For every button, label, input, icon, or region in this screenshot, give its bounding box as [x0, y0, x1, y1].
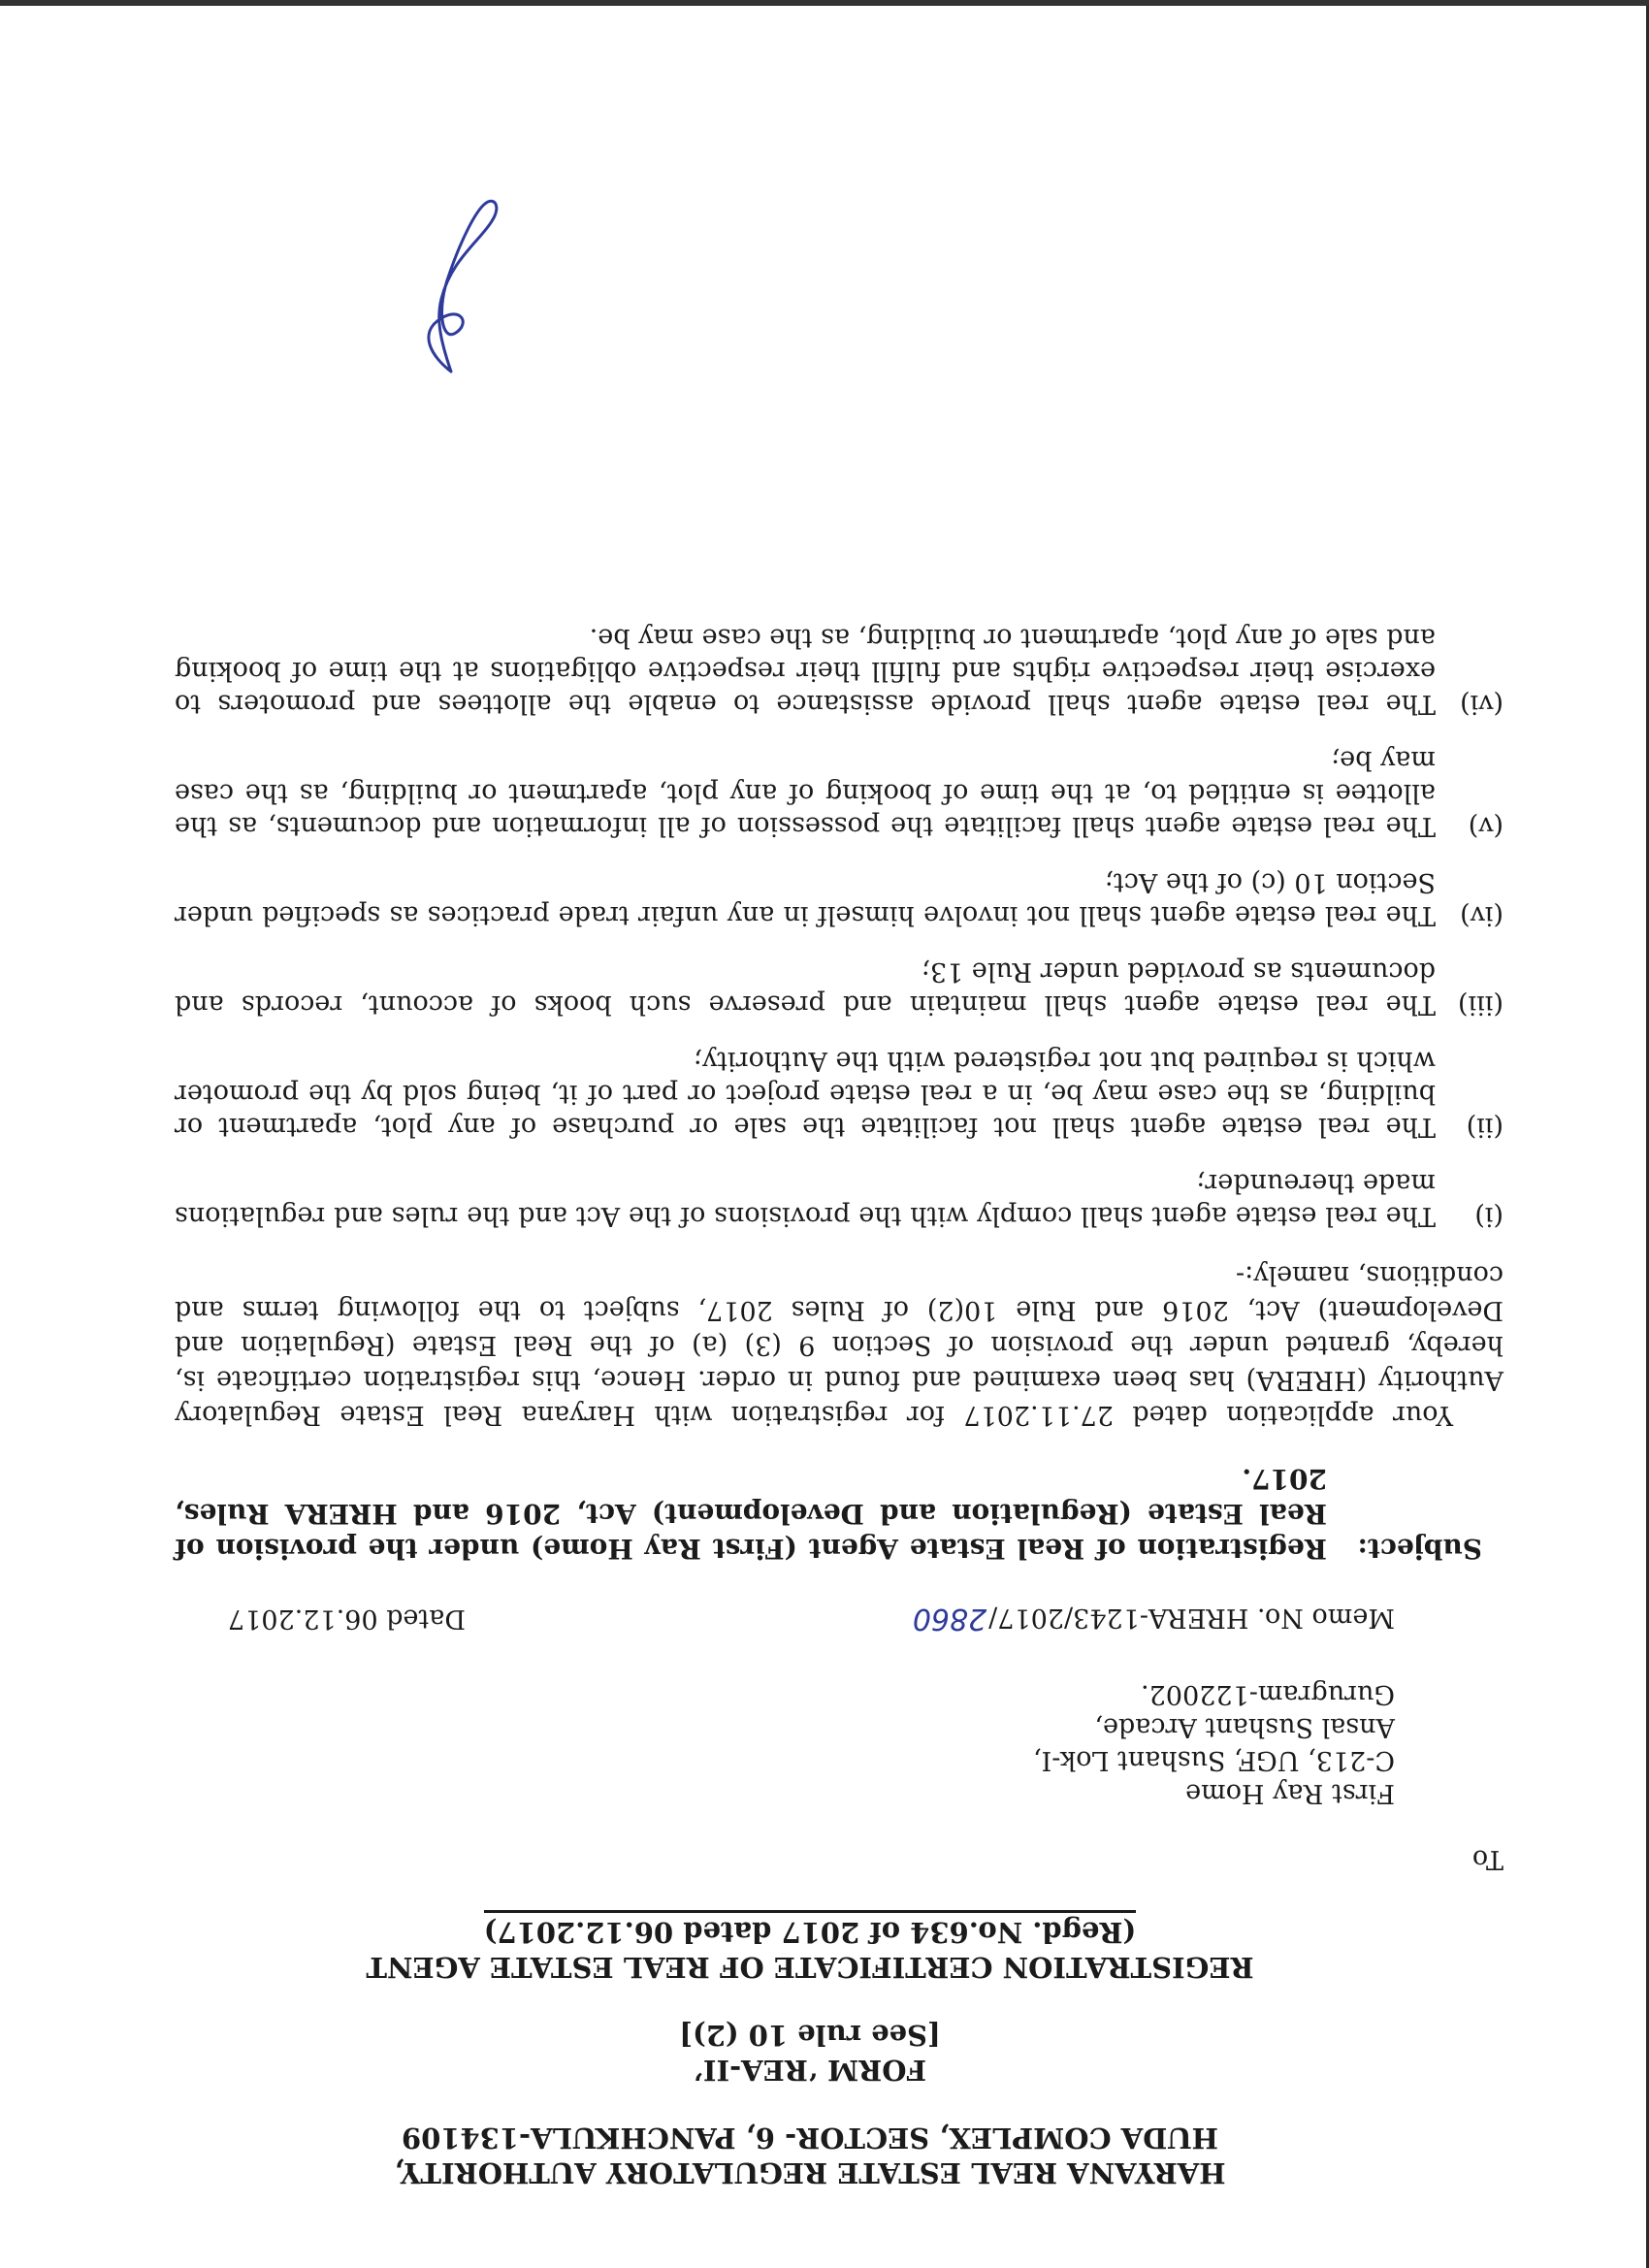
certificate-title	[175, 1910, 1445, 1985]
signature-icon	[403, 192, 509, 376]
authority-header	[175, 2121, 1445, 2190]
subject-label: Subject:	[1357, 1533, 1482, 1565]
conditions-list	[175, 621, 1504, 1232]
recipient-address	[175, 1677, 1395, 1809]
condition-item: (vi) The real estate agent shall provide assistance to enable the allottees and promoters to exercise their respective rights and fulfill their respective obligations at the time of booking and sale of any plot, apartment or building, as the case may be.	[175, 623, 1504, 719]
recipient-block	[175, 1677, 1504, 1875]
handwritten-memo-number: 2860	[912, 1602, 987, 1636]
condition-item: (ii) The real estate agent shall not facilitate the sale or purchase of any plot, apartment or building, as the case may be, in a real estate project or part of it, being sold by the promoter which is required but not registered with the Authority;	[175, 1046, 1504, 1142]
condition-item: (v) The real estate agent shall facilitate the possession of all information and documents, as the allottee is entitled to, at the time of booking of any plot, apartment or building, as the case may be;	[175, 745, 1504, 841]
memo-date: Dated 06.12.2017	[228, 1604, 467, 1634]
form-rule: [See rule 10 (2)]	[679, 2019, 941, 2052]
to-label: To	[1471, 1844, 1504, 1874]
condition-item: (iv) The real estate agent shall not involve himself in any unfair trade practices as specified under Section 10 (c) of the Act;	[175, 867, 1504, 930]
condition-item: (iii) The real estate agent shall maintain and preserve such books of account, records and documents as provided under Rule 13;	[175, 956, 1504, 1020]
certificate-heading: REGISTRATION CERTIFICATE OF REAL ESTATE AGENT	[366, 1951, 1254, 1984]
form-title	[175, 2018, 1445, 2088]
letter-body	[175, 595, 1504, 2190]
address-line: Ansal Sushant Arcade,	[1094, 1712, 1395, 1742]
condition-item: (i) The real estate agent shall comply with the provisions of the Act and the rules and regulations made thereunder;	[175, 1168, 1504, 1231]
address-line: Gurugram-122002.	[1141, 1679, 1395, 1709]
scan-edge	[0, 0, 1649, 6]
registration-number: (Regd. No.634 of 2017 dated 06.12.2017)	[484, 1910, 1136, 1950]
memo-row	[175, 1601, 1445, 1635]
subject-line	[175, 1461, 1482, 1566]
body-paragraph: Your application dated 27.11.2017 for registration with Haryana Real Estate Regulatory Authority (HRERA) has been examined and found in order. Hence, this registration certificate is, hereby, granted under the provision of Section 9 (3) (a) of the Real Estate (Regulation and Development) Act, 2016 and Rule 10(2) of Rules 2017, subject to the following terms and conditions, namely:-	[175, 1260, 1504, 1430]
authority-name: HARYANA REAL ESTATE REGULATORY AUTHORITY,	[394, 2156, 1226, 2189]
address-line: C-213, UGF, Sushant Lok-I,	[1033, 1745, 1395, 1775]
address-line: First Ray Home	[1185, 1778, 1395, 1808]
form-name: FORM ‘REA-II’	[693, 2054, 927, 2087]
authority-address: HUDA COMPLEX, SECTOR- 6, PANCHKULA-134109	[401, 2122, 1219, 2155]
memo-number: Memo No. HRERA-1243/2017/2860	[912, 1602, 1395, 1636]
subject-text: Registration of Real Estate Agent (First Ray Home) under the provision of Real Estate (Regulation and Development) Act, 2016 and HRERA Rules, 2017.	[175, 1463, 1327, 1565]
